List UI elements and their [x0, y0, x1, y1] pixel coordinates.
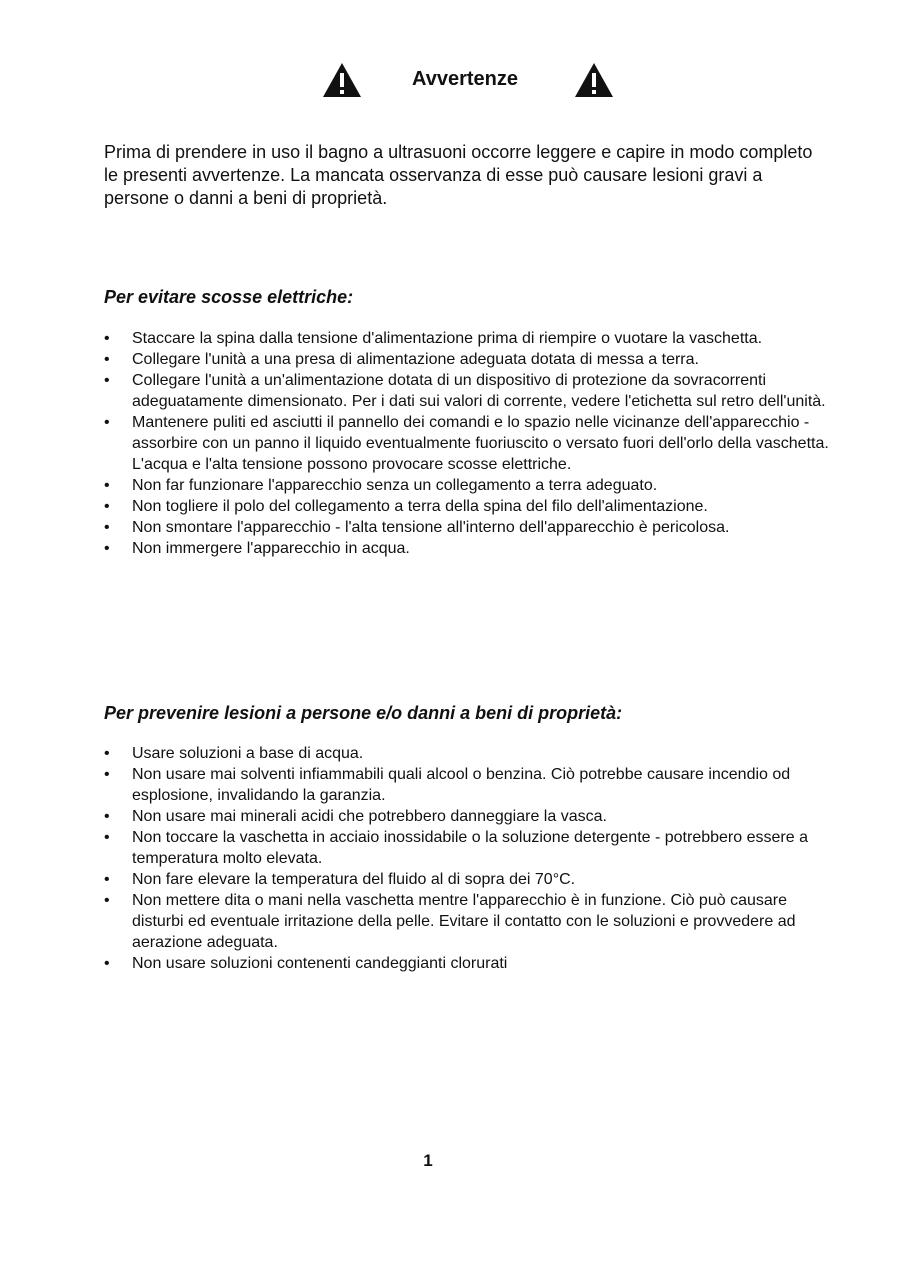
list-item-text: Non fare elevare la temperatura del fluido al di sopra dei 70°C. — [132, 871, 576, 888]
list-item-text: Non usare mai minerali acidi che potrebbero danneggiare la vasca. — [132, 808, 607, 825]
warning-triangle-icon — [322, 62, 362, 98]
list-item — [104, 538, 834, 559]
list-item — [104, 412, 834, 475]
list-item-text: Staccare la spina dalla tensione d'alimentazione prima di riempire o vuotare la vaschetta. — [132, 330, 763, 347]
bullet-icon: • — [104, 477, 110, 494]
list-item-text: Collegare l'unità a un'alimentazione dotata di un dispositivo di protezione da sovracorrenti adeguatamente dimensionato. Per i dati sui valori di corrente, vedere l'etichetta sul retro dell'unità. — [132, 372, 826, 410]
list-item — [104, 517, 834, 538]
warning-triangle-icon — [574, 62, 614, 98]
list-item — [104, 827, 834, 869]
list-item — [104, 743, 834, 764]
bullet-icon: • — [104, 829, 110, 846]
section-title-electric-shock: Per evitare scosse elettriche: — [104, 287, 354, 307]
bullet-icon: • — [104, 351, 110, 368]
bullet-list-electric-shock — [104, 328, 834, 559]
list-item-text: Non toccare la vaschetta in acciaio inossidabile o la soluzione detergente - potrebbero essere a temperatura molto elevata. — [132, 829, 808, 867]
list-item-text: Mantenere puliti ed asciutti il pannello dei comandi e lo spazio nelle vicinanze dell'apparecchio - assorbire con un panno il liquido eventualmente fuoriuscito o versato fuori dell'orlo della vaschetta. L'acqua e l'alta tensione possono provocare scosse elettriche. — [132, 414, 829, 473]
list-item — [104, 349, 834, 370]
page-header — [0, 62, 898, 102]
list-item-text: Usare soluzioni a base di acqua. — [132, 745, 364, 762]
list-item-text: Non togliere il polo del collegamento a terra della spina del filo dell'alimentazione. — [132, 498, 708, 515]
bullet-icon: • — [104, 745, 110, 762]
list-item-text: Non smontare l'apparecchio - l'alta tensione all'interno dell'apparecchio è pericolosa. — [132, 519, 730, 536]
bullet-icon: • — [104, 955, 110, 972]
list-item-text: Non immergere l'apparecchio in acqua. — [132, 540, 410, 557]
bullet-icon: • — [104, 414, 110, 431]
page-title: Avvertenze — [412, 68, 518, 90]
list-item — [104, 496, 834, 517]
bullet-icon: • — [104, 519, 110, 536]
list-item — [104, 764, 834, 806]
list-item-text: Non far funzionare l'apparecchio senza un collegamento a terra adeguato. — [132, 477, 658, 494]
bullet-icon: • — [104, 871, 110, 888]
bullet-icon: • — [104, 330, 110, 347]
bullet-icon: • — [104, 808, 110, 825]
list-item — [104, 328, 834, 349]
bullet-icon: • — [104, 766, 110, 783]
bullet-list-injury-prevention — [104, 743, 834, 974]
list-item — [104, 890, 834, 953]
list-item — [104, 370, 834, 412]
page-number: 1 — [423, 1151, 433, 1170]
list-item-text: Non usare soluzioni contenenti candeggianti clorurati — [132, 955, 508, 972]
list-item — [104, 475, 834, 496]
list-item-text: Non mettere dita o mani nella vaschetta mentre l'apparecchio è in funzione. Ciò può causare disturbi ed eventuale irritazione della pelle. Evitare il contatto con le soluzioni e provvedere ad aerazione adeguata. — [132, 892, 796, 951]
bullet-icon: • — [104, 498, 110, 515]
bullet-icon: • — [104, 540, 110, 557]
list-item — [104, 806, 834, 827]
bullet-icon: • — [104, 372, 110, 389]
list-item — [104, 869, 834, 890]
list-item — [104, 953, 834, 974]
list-item-text: Collegare l'unità a una presa di alimentazione adeguata dotata di messa a terra. — [132, 351, 699, 368]
list-item-text: Non usare mai solventi infiammabili quali alcool o benzina. Ciò potrebbe causare incendio od esplosione, invalidando la garanzia. — [132, 766, 791, 804]
section-title-injury-prevention: Per prevenire lesioni a persone e/o danni a beni di proprietà: — [104, 703, 623, 723]
bullet-icon: • — [104, 892, 110, 909]
intro-paragraph: Prima di prendere in uso il bagno a ultrasuoni occorre leggere e capire in modo completo le presenti avvertenze. La mancata osservanza di esse può causare lesioni gravi a persone o danni a beni di proprietà. — [104, 142, 813, 208]
